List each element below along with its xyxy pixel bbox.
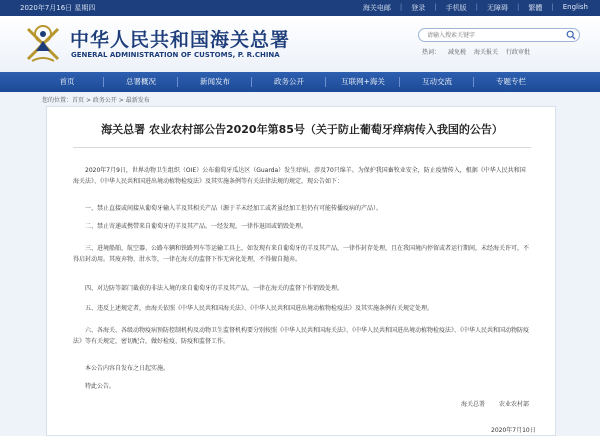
- hot-word[interactable]: 行政审批: [506, 49, 531, 56]
- article-paragraph: 六、各海关、各级动物疫病预防控制机构及动物卫生监督机构要分别按照《中华人民共和国海关法》、《中华人民共和国进出境动植物检疫法》、《中华人民共和国动物防疫法》等有关规定，密切配合，做好检疫、防疫和监督工作。: [73, 327, 530, 345]
- breadcrumb-home[interactable]: 首页: [72, 97, 85, 104]
- nav-news[interactable]: 新闻发布: [178, 72, 252, 92]
- breadcrumb-government-affairs[interactable]: 政务公开: [92, 97, 117, 104]
- search-icon[interactable]: [566, 30, 576, 40]
- article-paragraph: 三、进境船舶、航空器、公路车辆和铁路列车等运输工具上，如发现有来自葡萄牙的羊及其产品，一律作封存处理，且在我国境内停留或者运行期间，未经海关许可，不得启封动用。其废弃物、泔水等，一律在海关的监督下作无害化处理，不得擅自抛弃。: [73, 245, 530, 263]
- article-paragraph: 本公告内容自发布之日起实施。: [85, 365, 170, 372]
- breadcrumb-separator: >: [84, 97, 93, 104]
- link-customs-email[interactable]: 海关电邮: [362, 4, 391, 12]
- article-paragraph: 特此公告。: [85, 383, 116, 390]
- article-paragraph: 2020年7月9日，世界动物卫生组织（OIE）公布葡萄牙瓜达区（Guarda）发生痒病，涉及70只绵羊。为保护我国畜牧业安全，防止疫情传入，根据《中华人民共和国海关法》、《中华人民共和国进出境动植物检疫法》及其实施条例等有关法律法规的规定，现公告如下：: [73, 167, 526, 185]
- article-date: 2020年7月10日: [491, 427, 536, 434]
- article-paragraph: 一、禁止直接或间接从葡萄牙输入羊及其相关产品（源于羊未经加工或者虽经加工但仍有可能传播疫病的产品）。: [85, 205, 383, 212]
- separator: |: [434, 3, 437, 11]
- breadcrumb-prefix: 您的位置：: [42, 97, 73, 104]
- separator: |: [517, 3, 520, 11]
- nav-home[interactable]: 首页: [30, 72, 104, 92]
- signatory-customs: 海关总署: [461, 401, 486, 408]
- hot-word[interactable]: 减免税: [448, 49, 467, 56]
- breadcrumb-latest[interactable]: 最新发布: [125, 97, 150, 104]
- nav-internet-customs[interactable]: 互联网+海关: [326, 72, 400, 92]
- site-title[interactable]: 中华人民共和国海关总署: [70, 29, 291, 51]
- search-input[interactable]: [427, 29, 563, 41]
- separator: |: [475, 3, 478, 11]
- link-traditional[interactable]: 繁體: [528, 4, 543, 12]
- signatory-agriculture: 农业农村部: [499, 401, 530, 408]
- separator: |: [551, 3, 554, 11]
- nav-overview[interactable]: 总署概况: [104, 72, 178, 92]
- top-links: [363, 3, 588, 13]
- hot-words-label: 热词：: [422, 49, 441, 56]
- link-login[interactable]: 登录: [411, 4, 426, 12]
- search-box: [418, 28, 580, 42]
- hot-words: [422, 47, 530, 56]
- site-header: [0, 16, 600, 72]
- link-english[interactable]: English: [562, 3, 588, 11]
- customs-emblem-icon[interactable]: [22, 21, 64, 65]
- current-date: 2020年7月16日 星期四: [20, 4, 96, 12]
- article-paragraph: 四、对边防等部门截获的非法入境的来自葡萄牙的羊及其产品，一律在海关的监督下作销毁处理。: [85, 285, 344, 292]
- link-accessibility[interactable]: 无障碍: [487, 4, 508, 12]
- breadcrumb-separator: >: [116, 97, 126, 104]
- link-mobile[interactable]: 手机版: [445, 4, 467, 12]
- nav-interaction[interactable]: 互动交流: [400, 72, 474, 92]
- title-divider: [73, 147, 531, 148]
- article-title: 海关总署 农业农村部公告2020年第85号（关于防止葡萄牙痒病传入我国的公告）: [101, 123, 503, 136]
- breadcrumb: [42, 95, 150, 104]
- site-title-english: GENERAL ADMINISTRATION OF CUSTOMS, P. R.CHINA: [71, 51, 280, 59]
- top-bar: [0, 0, 600, 16]
- separator: |: [399, 3, 403, 11]
- article-paragraph: 五、违反上述规定者，由海关依照《中华人民共和国海关法》、《中华人民共和国进出境动植物检疫法》及其实施条例有关规定处理。: [85, 305, 434, 312]
- article-paragraph: 二、禁止寄递或携带来自葡萄牙的羊及其产品。一经发现，一律作退回或销毁处理。: [85, 223, 308, 230]
- main-nav: [0, 72, 600, 92]
- nav-special-topics[interactable]: 专题专栏: [496, 77, 526, 86]
- article-panel: [46, 106, 556, 436]
- nav-government-affairs[interactable]: 政务公开: [252, 72, 326, 92]
- hot-word[interactable]: 海关报关: [474, 49, 499, 56]
